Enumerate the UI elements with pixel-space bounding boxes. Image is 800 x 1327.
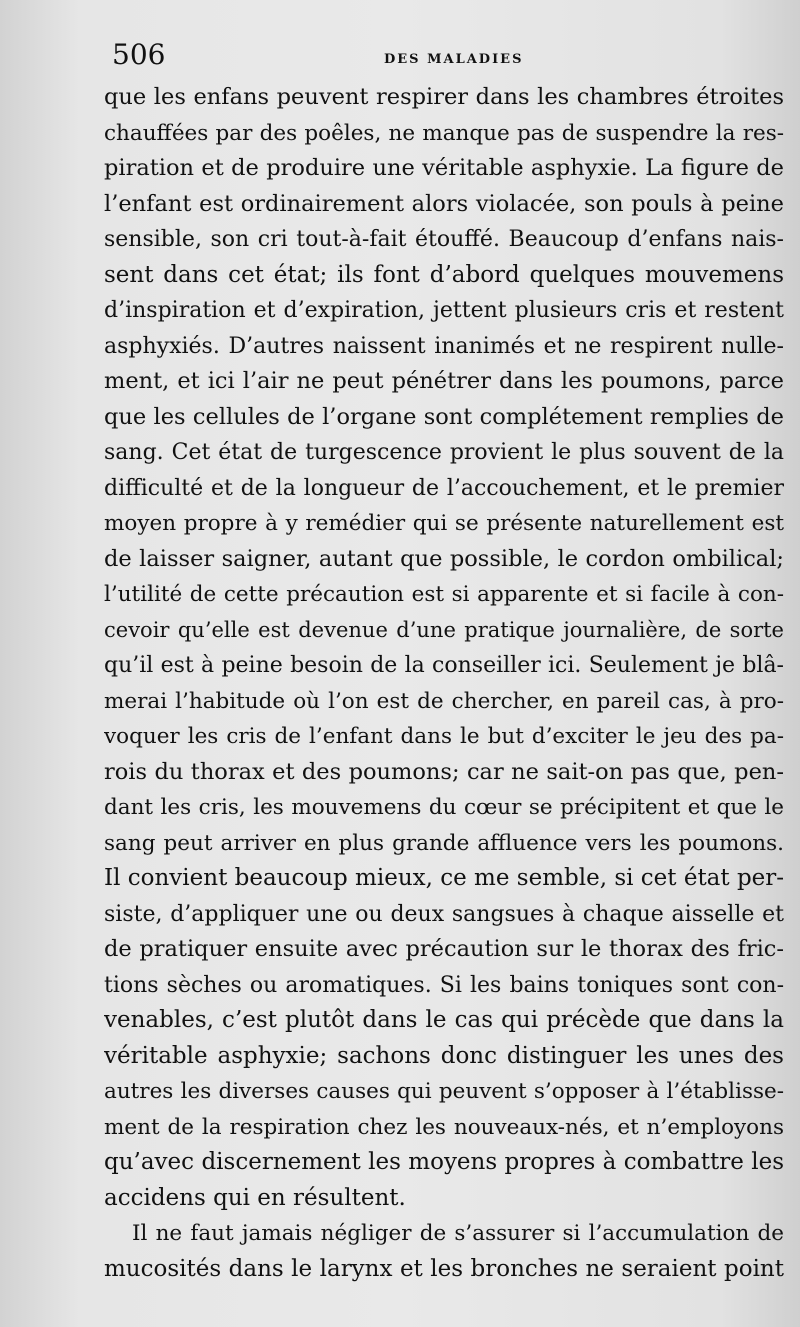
text-line: rois du thorax et des poumons; car ne sait-on pas que, pen- (104, 758, 784, 785)
text-line: Il convient beaucoup mieux, ce me semble, si cet état per- (104, 865, 784, 891)
text-line: sent dans cet état; ils font d’abord quelques mouvemens (104, 261, 784, 288)
text-line: qu’avec discernement les moyens propres à combattre les (104, 1149, 784, 1175)
text-line: dant les cris, les mouvemens du cœur se précipitent et que le (104, 795, 784, 820)
text-line: autres les diverses causes qui peuvent s’opposer à l’établisse- (104, 1079, 784, 1104)
page-header (112, 38, 780, 78)
text-line: l’enfant est ordinairement alors violacée, son pouls à peine (104, 190, 784, 217)
text-line: de pratiquer ensuite avec précaution sur le thorax des fric- (104, 936, 784, 962)
text-line: difficulté et de la longueur de l’accouchement, et le premier (104, 475, 784, 501)
text-line: de laisser saigner, autant que possible, le cordon ombilical; (104, 545, 784, 572)
text-line: piration et de produire une véritable asphyxie. La figure de (104, 155, 784, 181)
text-line: cevoir qu’elle est devenue d’une pratique journalière, de sorte (104, 617, 784, 642)
text-line: merai l’habitude où l’on est de chercher, en pareil cas, à pro- (104, 688, 784, 714)
text-line: chauffées par des poêles, ne manque pas de suspendre la res- (104, 120, 784, 146)
text-line: tions sèches ou aromatiques. Si les bains toniques sont con- (104, 972, 784, 998)
paragraph-first-line: Il ne faut jamais négliger de s’assurer si l’accumulation de (132, 1221, 784, 1246)
text-line: l’utilité de cette précaution est si apparente et si facile à con- (104, 582, 784, 607)
text-line: ment de la respiration chez les nouveaux-nés, et n’employons (104, 1114, 784, 1140)
text-line: ment, et ici l’air ne peut pénétrer dans les poumons, parce (104, 368, 784, 394)
body-text (104, 80, 784, 1287)
text-line: sensible, son cri tout-à-fait étouffé. Beaucoup d’enfans nais- (104, 227, 784, 252)
text-line: qu’il est à peine besoin de la conseiller ici. Seulement je blâ- (104, 653, 784, 678)
page-number: 506 (112, 38, 166, 71)
text-line: sang. Cet état de turgescence provient le plus souvent de la (104, 440, 784, 465)
text-line: voquer les cris de l’enfant dans le but d’exciter le jeu des pa- (104, 724, 784, 749)
text-line: que les enfans peuvent respirer dans les chambres étroites (104, 84, 784, 110)
running-head: DES MALADIES (384, 52, 524, 67)
text-line: venables, c’est plutôt dans le cas qui précède que dans la (104, 1007, 784, 1033)
text-line: asphyxiés. D’autres naissent inanimés et ne respirent nulle- (104, 333, 784, 359)
text-line: d’inspiration et d’expiration, jettent plusieurs cris et restent (104, 298, 784, 323)
text-line: véritable asphyxie; sachons donc distinguer les unes des (104, 1042, 784, 1069)
text-line: mucosités dans le larynx et les bronches ne seraient point (104, 1255, 784, 1282)
text-line: siste, d’appliquer une ou deux sangsues à chaque aisselle et (104, 901, 784, 927)
text-line: sang peut arriver en plus grande affluence vers les poumons. (104, 830, 784, 856)
text-line: moyen propre à y remédier qui se présente naturellement est (104, 511, 784, 536)
text-line: accidens qui en résultent. (104, 1184, 406, 1211)
text-line: que les cellules de l’organe sont complétement remplies de (104, 403, 784, 430)
